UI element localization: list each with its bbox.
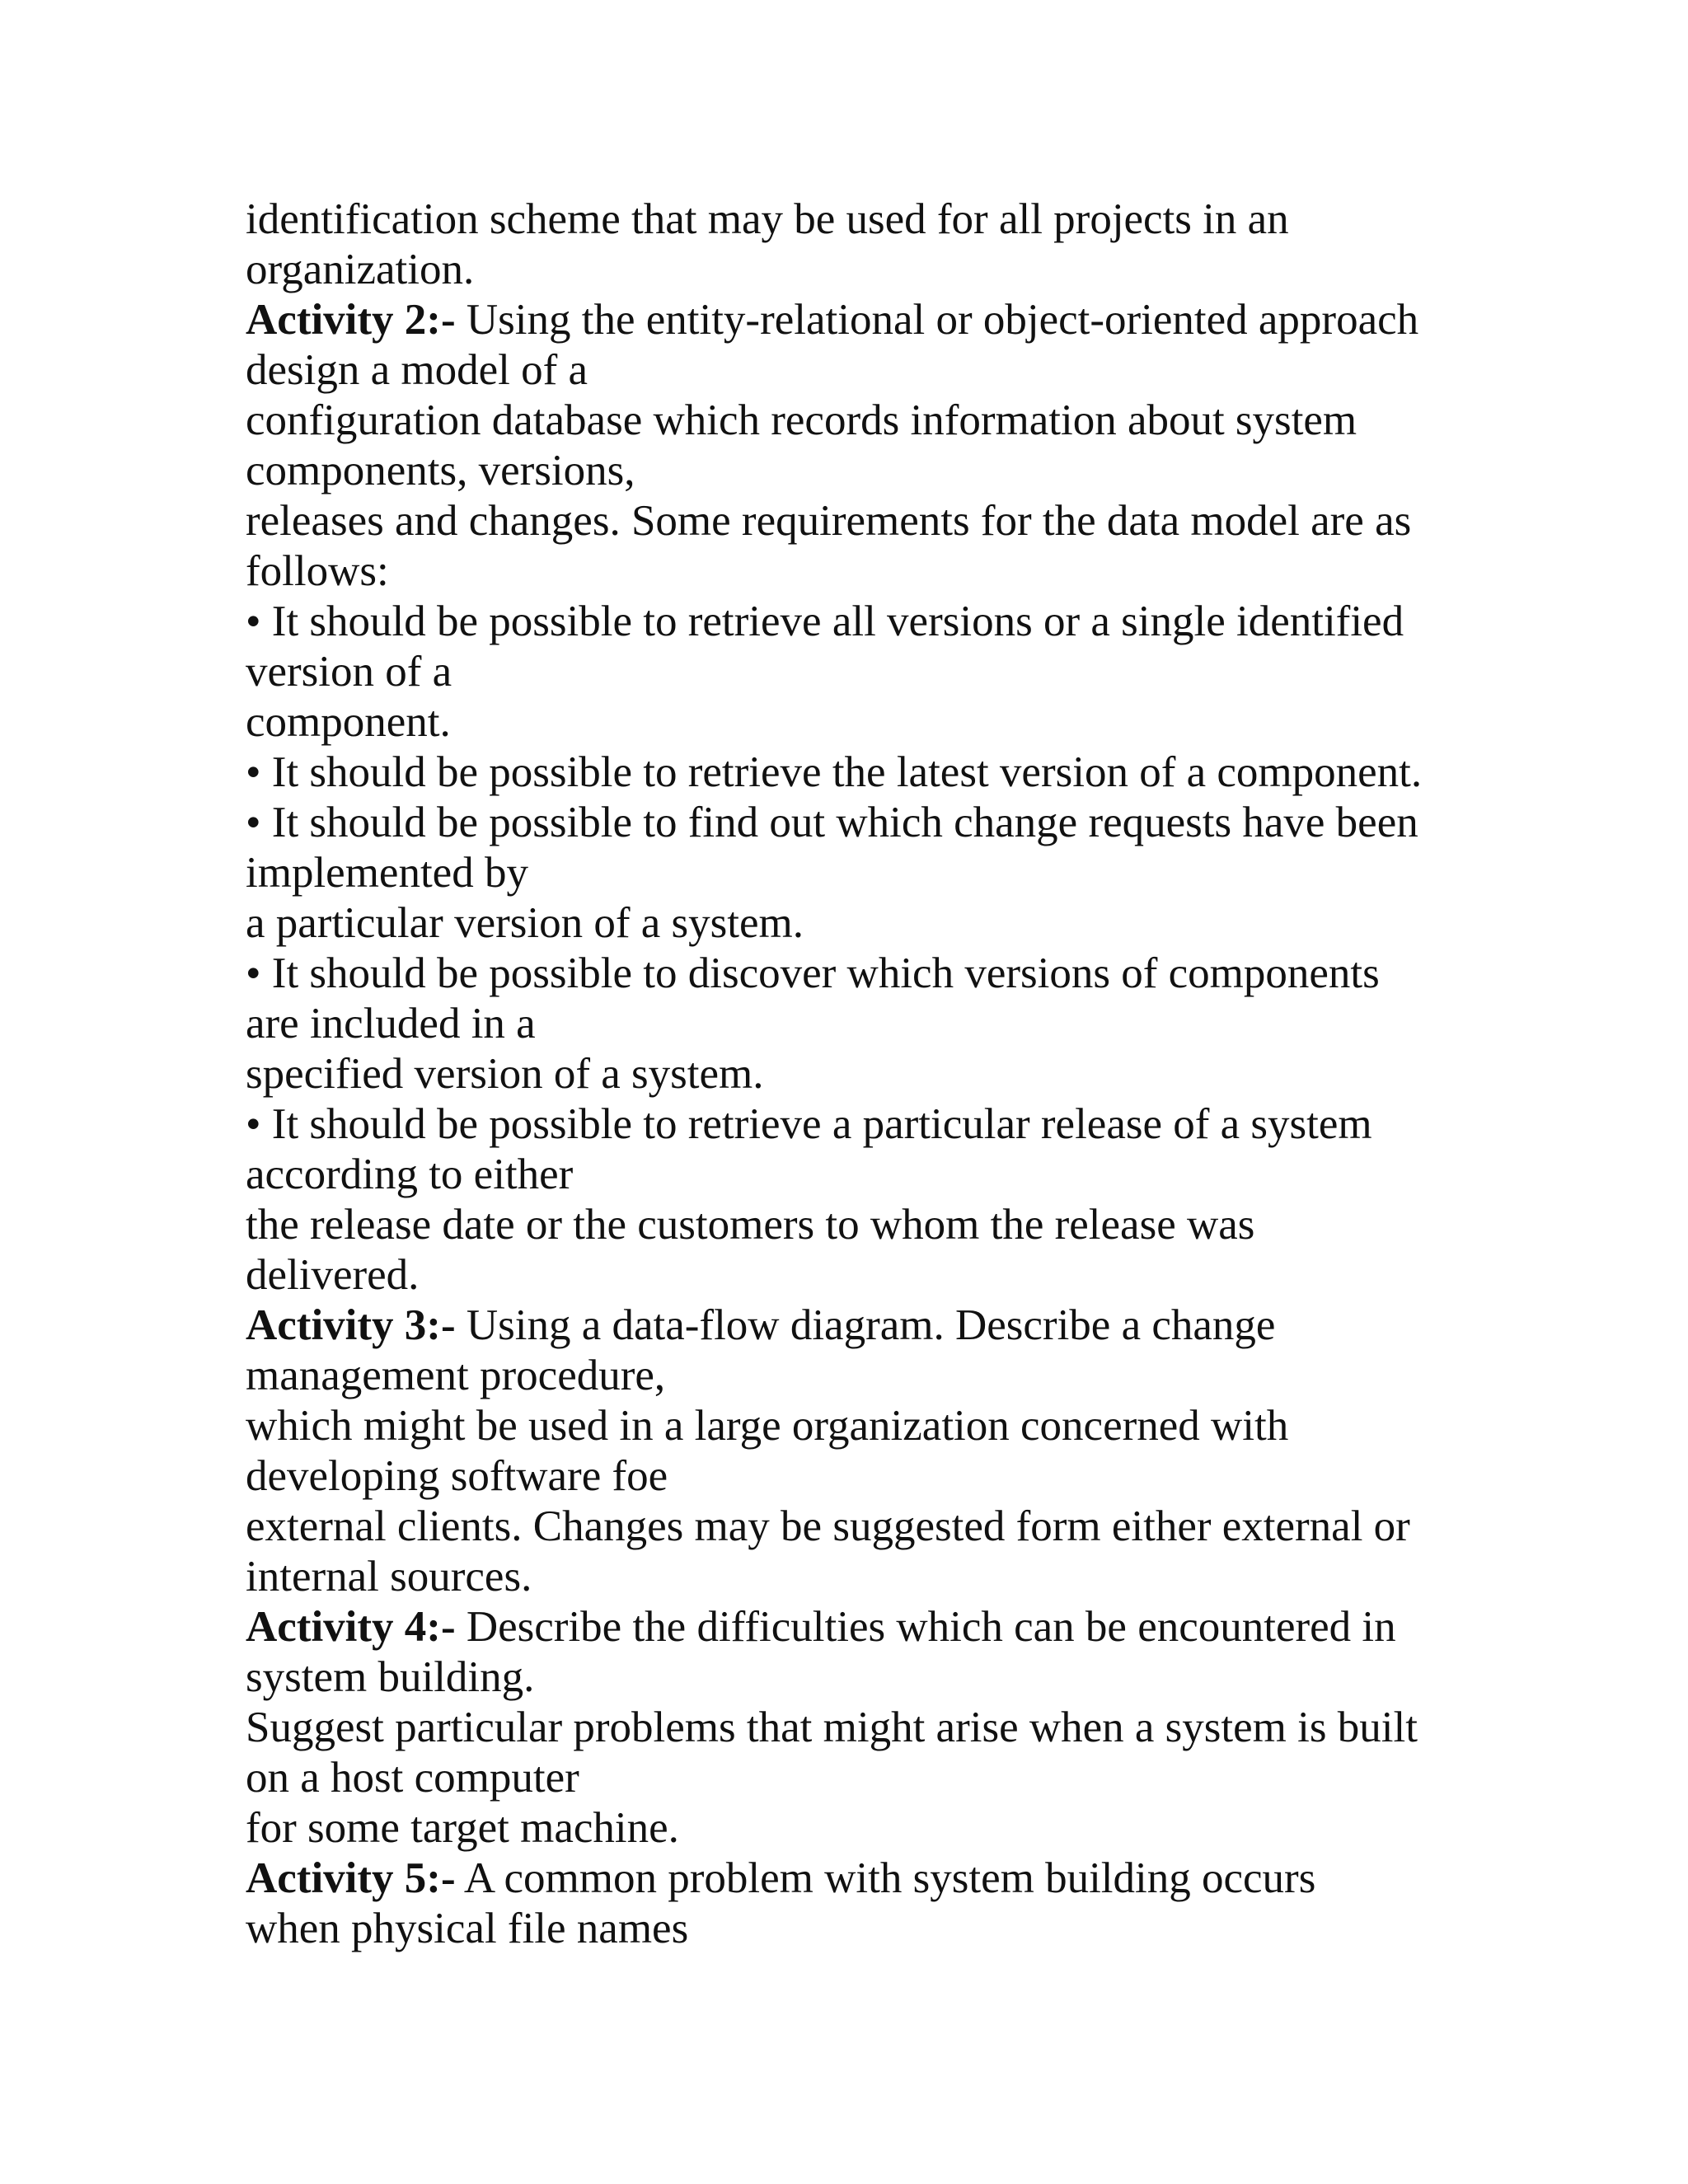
bullet-line: • It should be possible to retrieve a particular release of a system — [246, 1100, 1372, 1148]
text-line: implemented by — [246, 849, 528, 897]
document-body — [246, 194, 1531, 1954]
text-line: are included in a — [246, 1000, 536, 1047]
text-line: component. — [246, 698, 451, 746]
bullet-line: • It should be possible to find out which change requests have been — [246, 799, 1418, 846]
text-line: identification scheme that may be used for all projects in an — [246, 195, 1289, 243]
activity-5-heading: Activity 5:- A common problem with system building occurs — [246, 1854, 1316, 1902]
text-line: specified version of a system. — [246, 1050, 764, 1098]
text-line: which might be used in a large organization concerned with — [246, 1402, 1289, 1450]
text-line: internal sources. — [246, 1553, 532, 1601]
bullet-line: • It should be possible to discover which versions of components — [246, 949, 1380, 997]
text-line: a particular version of a system. — [246, 899, 804, 947]
text-line: delivered. — [246, 1251, 420, 1299]
text-line: external clients. Changes may be suggested form either external or — [246, 1502, 1410, 1550]
activity-3-heading: Activity 3:- Using a data-flow diagram. Describe a change — [246, 1301, 1276, 1349]
text-line: components, versions, — [246, 447, 635, 494]
text-line: configuration database which records information about system — [246, 396, 1357, 444]
text-line: according to either — [246, 1151, 574, 1198]
text-line: developing software foe — [246, 1452, 668, 1500]
bullet-line: • It should be possible to retrieve all versions or a single identified — [246, 598, 1404, 645]
text-line: on a host computer — [246, 1754, 579, 1802]
activity-4-heading: Activity 4:- Describe the difficulties which can be encountered in — [246, 1603, 1396, 1651]
activity-label: Activity 4:- — [246, 1603, 456, 1651]
text-line: Suggest particular problems that might arise when a system is built — [246, 1704, 1418, 1751]
text-line: organization. — [246, 246, 475, 293]
text-line: follows: — [246, 547, 389, 595]
text-line: system building. — [246, 1653, 535, 1701]
text-line: the release date or the customers to whom the release was — [246, 1201, 1255, 1249]
activity-label: Activity 2:- — [246, 296, 456, 344]
text-line: for some target machine. — [246, 1804, 679, 1852]
text-line: design a model of a — [246, 346, 588, 394]
text-line: releases and changes. Some requirements for the data model are as — [246, 497, 1412, 545]
text-line: when physical file names — [246, 1905, 689, 1952]
activity-label: Activity 3:- — [246, 1301, 456, 1349]
text-line: management procedure, — [246, 1352, 666, 1399]
activity-label: Activity 5:- — [246, 1854, 456, 1902]
activity-2-heading: Activity 2:- Using the entity-relational or object-oriented approach — [246, 296, 1419, 344]
bullet-line: • It should be possible to retrieve the latest version of a component. — [246, 748, 1423, 796]
text-line: version of a — [246, 648, 452, 696]
